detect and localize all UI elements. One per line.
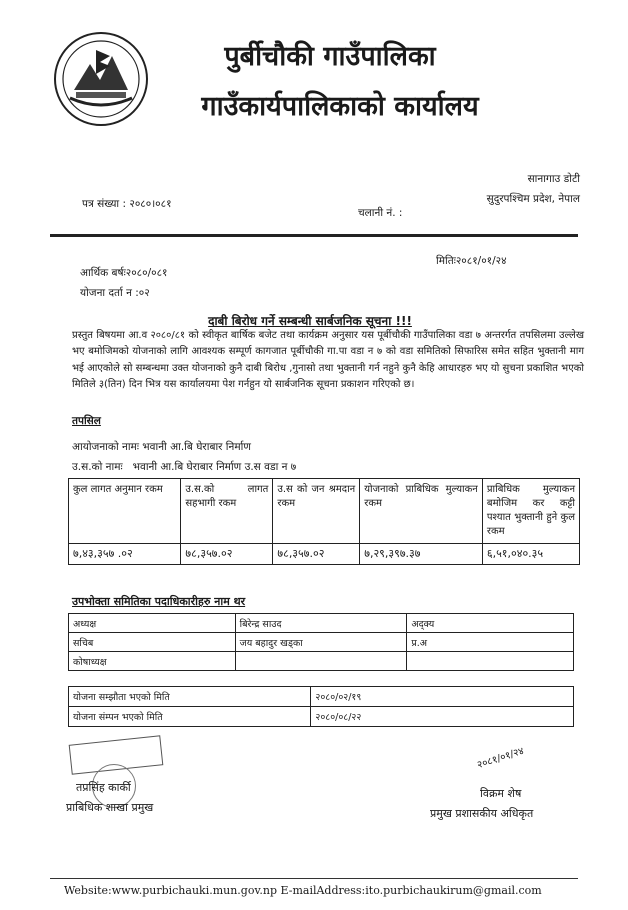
right-signatory-name: विक्रम शेष — [480, 787, 522, 800]
notice-date: मितिः२०८१/०१/२४ — [436, 255, 507, 267]
cost-header: उ.स.को लागत सहभागी रकम — [181, 479, 273, 544]
dates-table — [68, 686, 574, 727]
office-title-line1: पुर्बीचौकी गाउँपालिका — [224, 41, 436, 72]
date-label: योजना सम्झौता भएको मिति — [69, 687, 311, 707]
emblem-logo-icon — [52, 30, 150, 128]
date-value: २०८०/०८/२२ — [311, 707, 574, 727]
right-signatory-title: प्रमुख प्रशासकीय अधिकृत — [430, 807, 534, 820]
cost-header: कुल लागत अनुमान रकम — [69, 479, 181, 544]
table-row — [69, 614, 574, 633]
name-cell: जय बहादुर खड्का — [235, 633, 407, 652]
address-line2: सुदुरपश्चिम प्रदेश, नेपाल — [486, 193, 580, 205]
post-cell: कोषाध्यक्ष — [69, 652, 236, 671]
left-signatory-name: तप्रसिंह कार्की — [76, 781, 131, 794]
cost-value: ६,५१,०४०.३५ — [482, 544, 579, 565]
table-row — [69, 633, 574, 652]
role-cell: अद्क्य — [407, 614, 574, 633]
table-row — [69, 652, 574, 671]
dispatch-number: चलानी नं. : — [358, 207, 403, 219]
role-cell: प्र.अ — [407, 633, 574, 652]
cost-header: उ.स को जन श्रमदान रकम — [273, 479, 360, 544]
cost-value: ७८,३५७.०२ — [181, 544, 273, 565]
cost-header: प्राबिधिक मुल्याकन बमोजिम कर कट्टी पश्यात भुक्तानी हुने कुल रकम — [482, 479, 579, 544]
letter-number: पत्र संख्या : २०८०।०८१ — [82, 198, 172, 210]
notice-title: दाबी बिरोध गर्ने सम्बन्धी सार्बजनिक सूचना !!! — [208, 314, 412, 328]
post-cell: अध्यक्ष — [69, 614, 236, 633]
table-row — [69, 707, 574, 727]
details-label: तपसिल — [72, 415, 101, 427]
cost-table — [68, 478, 580, 565]
name-cell: बिरेन्द्र साउद — [235, 614, 407, 633]
role-cell — [407, 652, 574, 671]
committee-heading: उपभोक्ता समितिका पदाधिकारीहरु नाम थर — [72, 595, 246, 608]
table-row — [69, 687, 574, 707]
cost-value: ७,२९,३९७.३७ — [360, 544, 483, 565]
date-value: २०८०/०२/१९ — [311, 687, 574, 707]
footer-divider — [50, 878, 578, 879]
notice-body: प्रस्तुत बिषयमा आ.व २०८०/८१ को स्वीकृत बार्षिक बजेट तथा कार्यक्रम अनुसार यस पूर्बीचौकी गाउँपालिका वडा ७ अन्तरर्गत तपसिलमा उल्लेख भए बमोजिमको योजनाको लागि आवश्यक सम्पूर्ण कागजात पूर्बीचौकी गा.पा वडा न ७ को वडा समितिको सिफारिस समेत सहित भुक्तानी माग भई आएकोले सो सम्बन्धमा उक्त योजनाको कुनै दाबी बिरोध ,गुनासो तथा भुक्तानी गर्न नहुने कुनै केहि आधारहरु भए यो सुचना प्रकाशित भएको मितिले ३(तिन) दिन भित्र यस कार्यालयमा पेश गर्नहुन यो सार्बजनिक सूचना प्रकाशन गरिएको छ। — [72, 330, 584, 391]
cost-value: ७८,३५७.०२ — [273, 544, 360, 565]
project-registration: योजना दर्ता न :०२ — [80, 287, 150, 299]
cost-value: ७,४३,३५७ .०२ — [69, 544, 181, 565]
footer-contact: Website:www.purbichauki.mun.gov.np E-mailAddress:ito.purbichaukirum@gmail.com — [64, 884, 542, 897]
post-cell: सचिब — [69, 633, 236, 652]
left-signatory-title: प्राबिधिक शाखा प्रमुख — [66, 801, 154, 814]
fiscal-year: आर्थिक बर्षः२०८०/०८१ — [80, 267, 168, 279]
address-line1: सानागाउ डोटी — [527, 173, 580, 185]
cost-header: योजनाको प्राबिधिक मुल्याकन रकम — [360, 479, 483, 544]
name-cell — [235, 652, 407, 671]
right-signature-date: २०८१/०१/२४ — [475, 745, 526, 772]
committee-name: उ.स.को नामः भवानी आ.बि घेराबार निर्माण उ.स वडा न ७ — [72, 461, 297, 473]
project-name: आयोजनाको नामः भवानी आ.बि घेराबार निर्माण — [72, 441, 251, 453]
date-label: योजना संम्पन भएको मिति — [69, 707, 311, 727]
office-title-line2: गाउँकार्यपालिकाको कार्यालय — [201, 91, 479, 122]
header-divider — [50, 234, 578, 237]
committee-table — [68, 613, 574, 671]
